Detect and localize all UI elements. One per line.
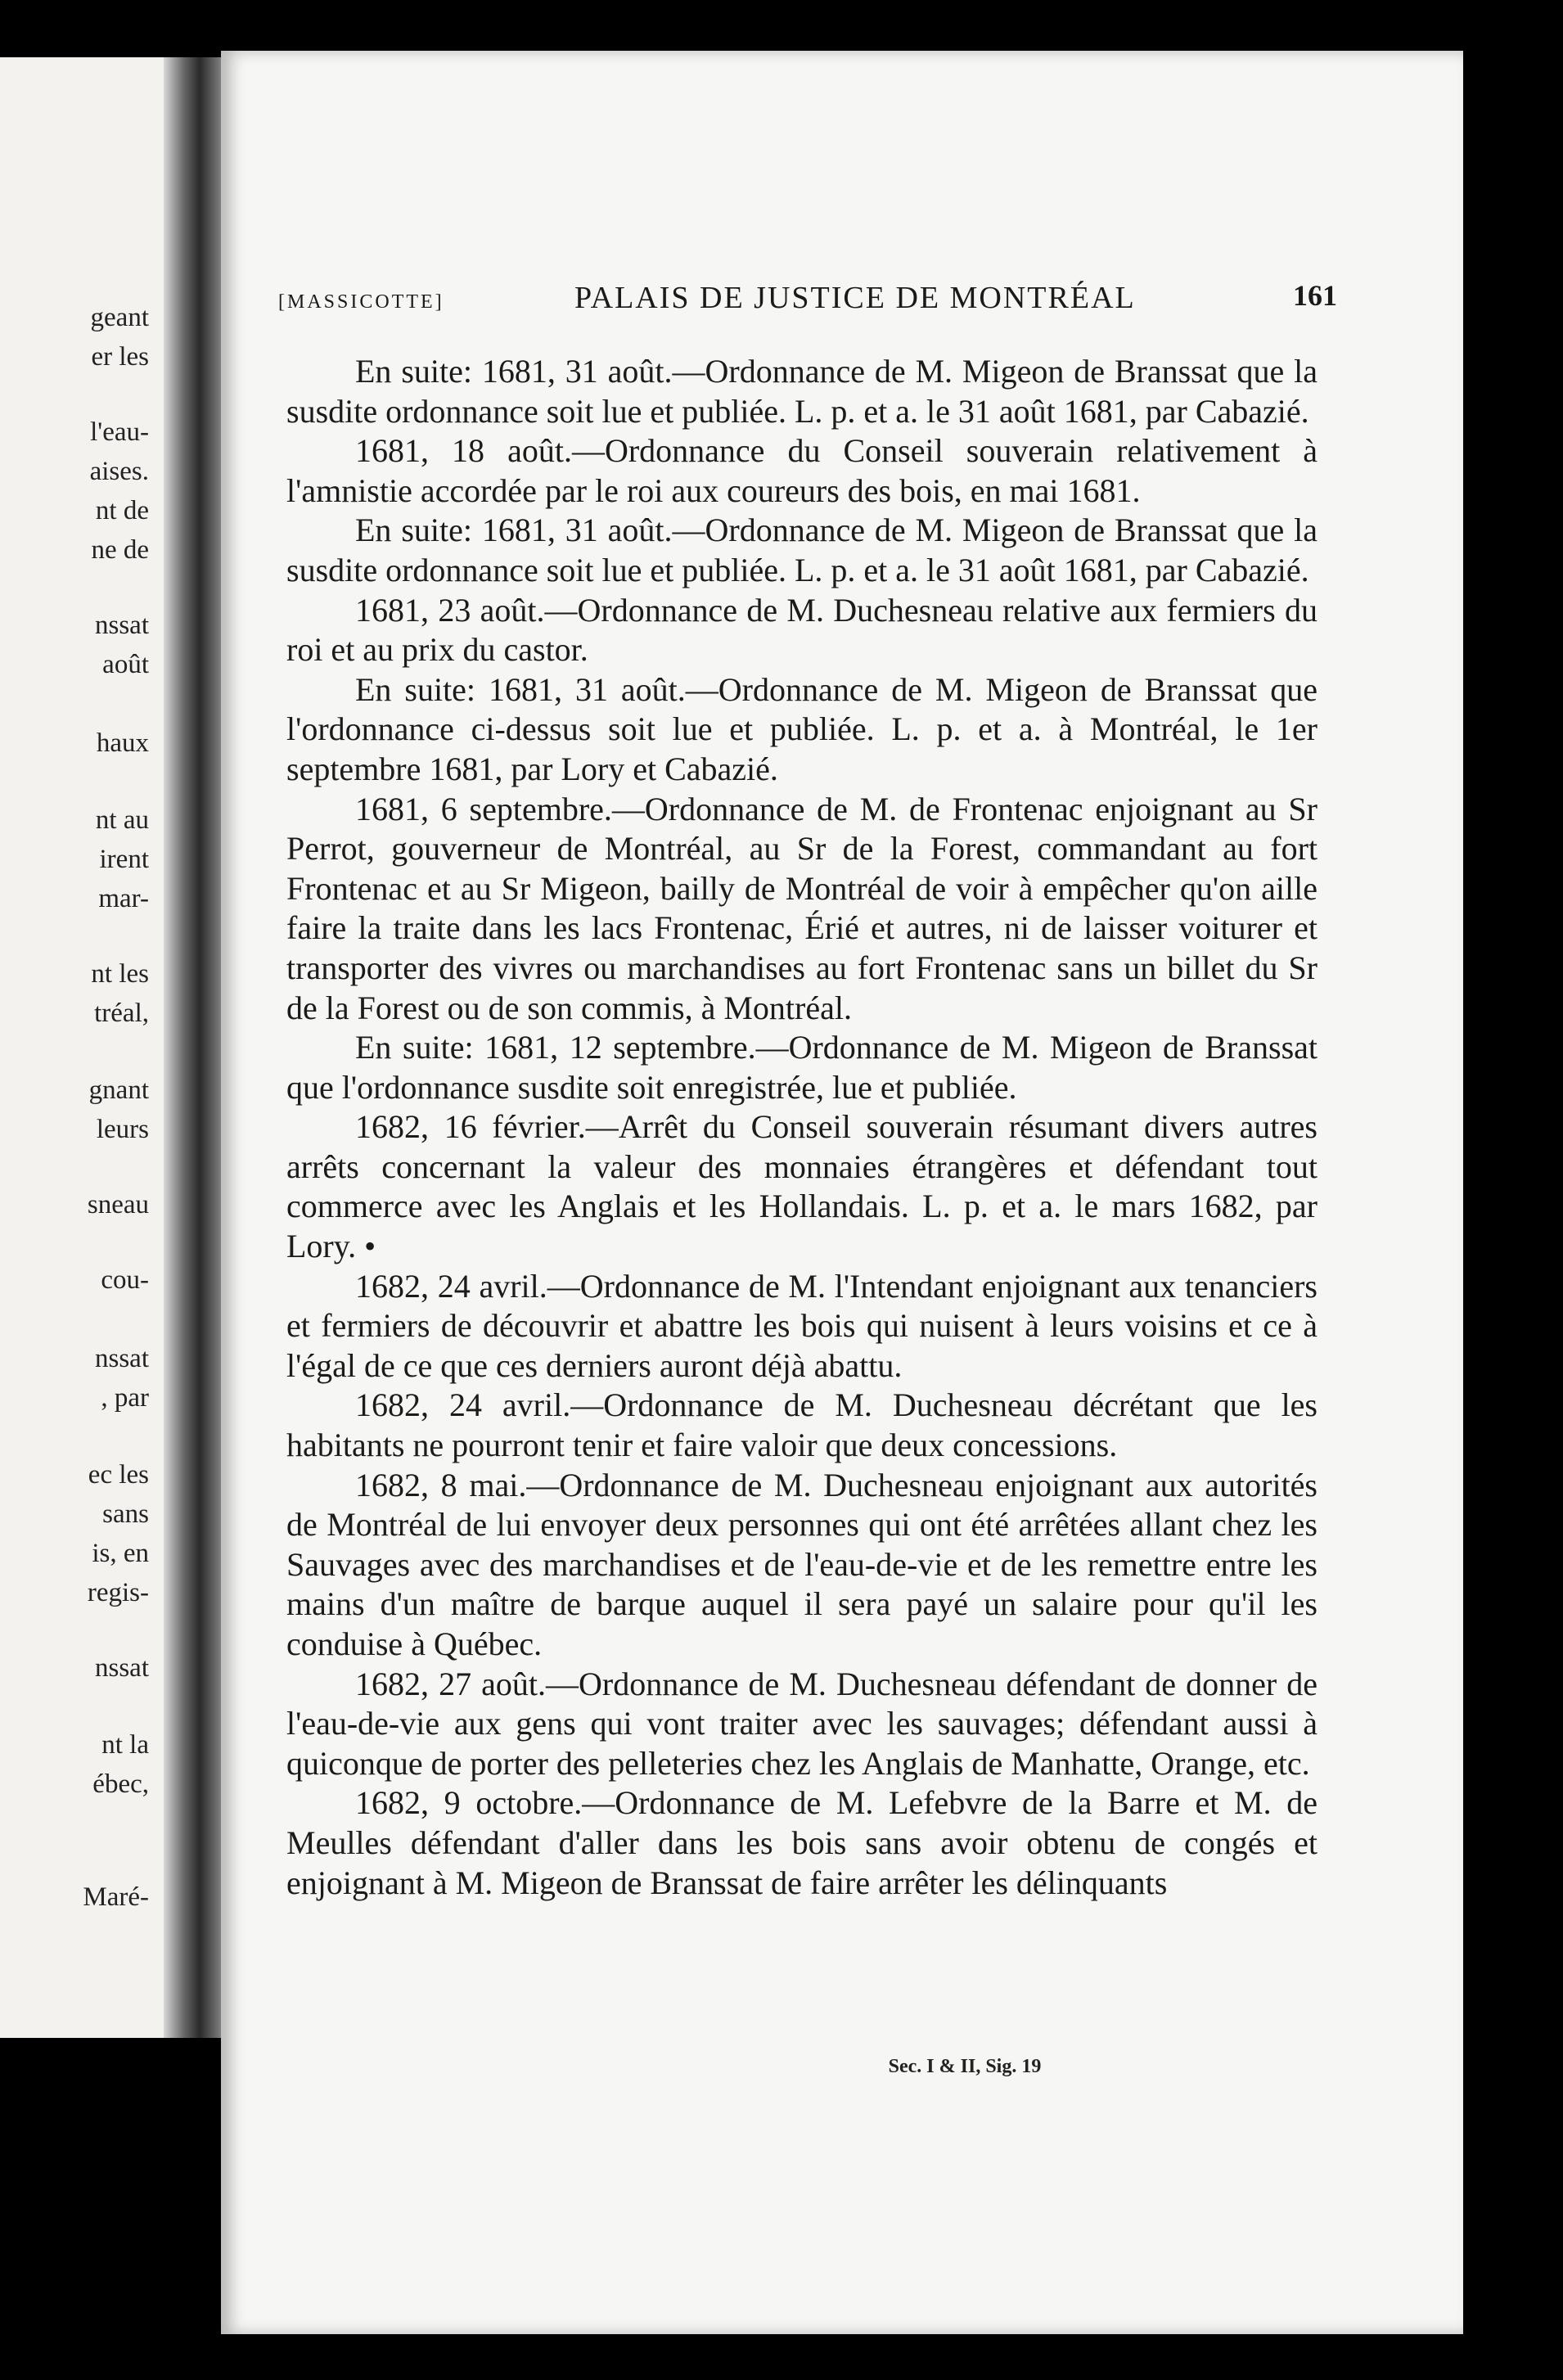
entry-paragraph: 1682, 24 avril.—Ordonnance de M. Duchesneau décrétant que les habitants ne pourront tenir et faire valoir que deux concessions. [286, 1386, 1318, 1464]
entry-paragraph: 1681, 6 septembre.—Ordonnance de M. de Frontenac enjoignant au Sr Perrot, gouverneur de Montréal, au Sr de la Forest, commandant au fort Frontenac et au Sr Migeon, bailly de Montréal de voir à empêcher qu'on aille faire la traite dans les lacs Frontenac, Érié et autres, ni de laisser voiturer et transporter des vivres ou marchandises au fort Frontenac sans un billet du Sr de la Forest ou de son commis, à Montréal. [286, 790, 1318, 1026]
left-page-fragment: nt de [95, 496, 149, 525]
entry-paragraph: 1681, 23 août.—Ordonnance de M. Duchesneau relative aux fermiers du roi et au prix du castor. [286, 591, 1318, 669]
left-page-fragment: er les [91, 342, 149, 372]
body-text [286, 352, 1318, 1903]
left-page-fragment: geant [90, 303, 149, 332]
entry-paragraph: 1682, 16 février.—Arrêt du Conseil souverain résumant divers autres arrêts concernant la valeur des monnaies étrangères et défendant tout commerce avec les Anglais et les Hollandais. L. p. et a. le mars 1682, par Lory. • [286, 1108, 1318, 1265]
left-page-fragment: cou- [101, 1265, 149, 1295]
left-page-fragment: Maré- [83, 1882, 149, 1912]
entry-paragraph: 1682, 27 août.—Ordonnance de M. Duchesneau défendant de donner de l'eau-de-vie aux gens qui vont traiter avec les sauvages; défendant aussi à quiconque de porter des pelleteries chez les Anglais de Manhatte, Orange, etc. [286, 1665, 1318, 1782]
entry-paragraph: En suite: 1681, 31 août.—Ordonnance de M. Migeon de Branssat que la susdite ordonnance soit lue et publiée. L. p. et a. le 31 août 1681, par Cabazié. [286, 353, 1318, 430]
left-page-fragment: regis- [87, 1578, 149, 1607]
entry-paragraph: 1682, 8 mai.—Ordonnance de M. Duchesneau enjoignant aux autorités de Montréal de lui envoyer deux personnes qui ont été arrêtées allant chez les Sauvages avec des marchandises et de l'eau-de-vie et de les remettre entre les mains d'un maître de barque auquel il sera payé un salaire pour qu'il les conduise à Québec. [286, 1466, 1318, 1662]
left-page-fragment: ébec, [92, 1769, 149, 1799]
entry-paragraph: 1681, 18 août.—Ordonnance du Conseil souverain relativement à l'amnistie accordée par le roi aux coureurs des bois, en mai 1681. [286, 432, 1318, 509]
left-page-fragment: nssat [95, 611, 149, 640]
left-page-fragment: , par [101, 1383, 149, 1413]
page-number: 161 [1293, 279, 1337, 312]
entry-paragraph: 1682, 9 octobre.—Ordonnance de M. Lefebvre de la Barre et M. de Meulles défendant d'aller dans les bois sans avoir obtenu de congés et enjoignant à M. Migeon de Branssat de faire arrêter les délinquants [286, 1784, 1318, 1901]
left-page-fragment: nt la [101, 1730, 149, 1760]
left-page-fragment: nssat [95, 1344, 149, 1373]
left-page-fragment: août [102, 650, 149, 679]
left-page-fragment: l'eau- [90, 417, 149, 447]
book-page [221, 51, 1463, 2334]
left-page-fragment: ne de [91, 535, 149, 565]
left-page-fragment: gnant [88, 1075, 149, 1105]
left-page-fragment: sans [102, 1499, 149, 1529]
entry-paragraph: En suite: 1681, 12 septembre.—Ordonnance de M. Migeon de Branssat que l'ordonnance susdite soit enregistrée, lue et publiée. [286, 1029, 1318, 1106]
entry-paragraph: 1682, 24 avril.—Ordonnance de M. l'Intendant enjoignant aux tenanciers et fermiers de découvrir et abattre les bois qui nuisent à leurs voisins et ce à l'égal de ce que ces derniers auront déjà abattu. [286, 1267, 1318, 1384]
entry-paragraph: En suite: 1681, 31 août.—Ordonnance de M. Migeon de Branssat que l'ordonnance ci-dessus soit lue et publiée. L. p. et a. à Montréal, le 1er septembre 1681, par Lory et Cabazié. [286, 670, 1318, 787]
left-page-fragment: nt les [91, 959, 149, 989]
left-page-fragment: sneau [87, 1190, 149, 1219]
book-gutter [164, 57, 229, 2038]
left-page-fragment: nt au [95, 805, 149, 835]
header-title: PALAIS DE JUSTICE DE MONTRÉAL [574, 281, 1136, 315]
left-page-fragment: aises. [89, 457, 149, 486]
left-page-fragment: is, en [92, 1539, 149, 1568]
running-header [278, 273, 1342, 322]
signature-mark: Sec. I & II, Sig. 19 [888, 2056, 1042, 2077]
left-page-fragment: tréal, [94, 998, 149, 1028]
left-page-fragment: ec les [88, 1460, 149, 1490]
left-facing-page [0, 57, 164, 2038]
left-page-fragment: leurs [96, 1115, 149, 1144]
left-page-fragment: haux [96, 728, 149, 758]
left-page-fragment: irent [99, 845, 149, 874]
entry-paragraph: En suite: 1681, 31 août.—Ordonnance de M. Migeon de Branssat que la susdite ordonnance soit lue et publiée. L. p. et a. le 31 août 1681, par Cabazié. [286, 512, 1318, 588]
left-page-fragment: nssat [95, 1653, 149, 1683]
header-author: [MASSICOTTE] [278, 291, 444, 313]
left-page-fragment: mar- [98, 884, 149, 913]
